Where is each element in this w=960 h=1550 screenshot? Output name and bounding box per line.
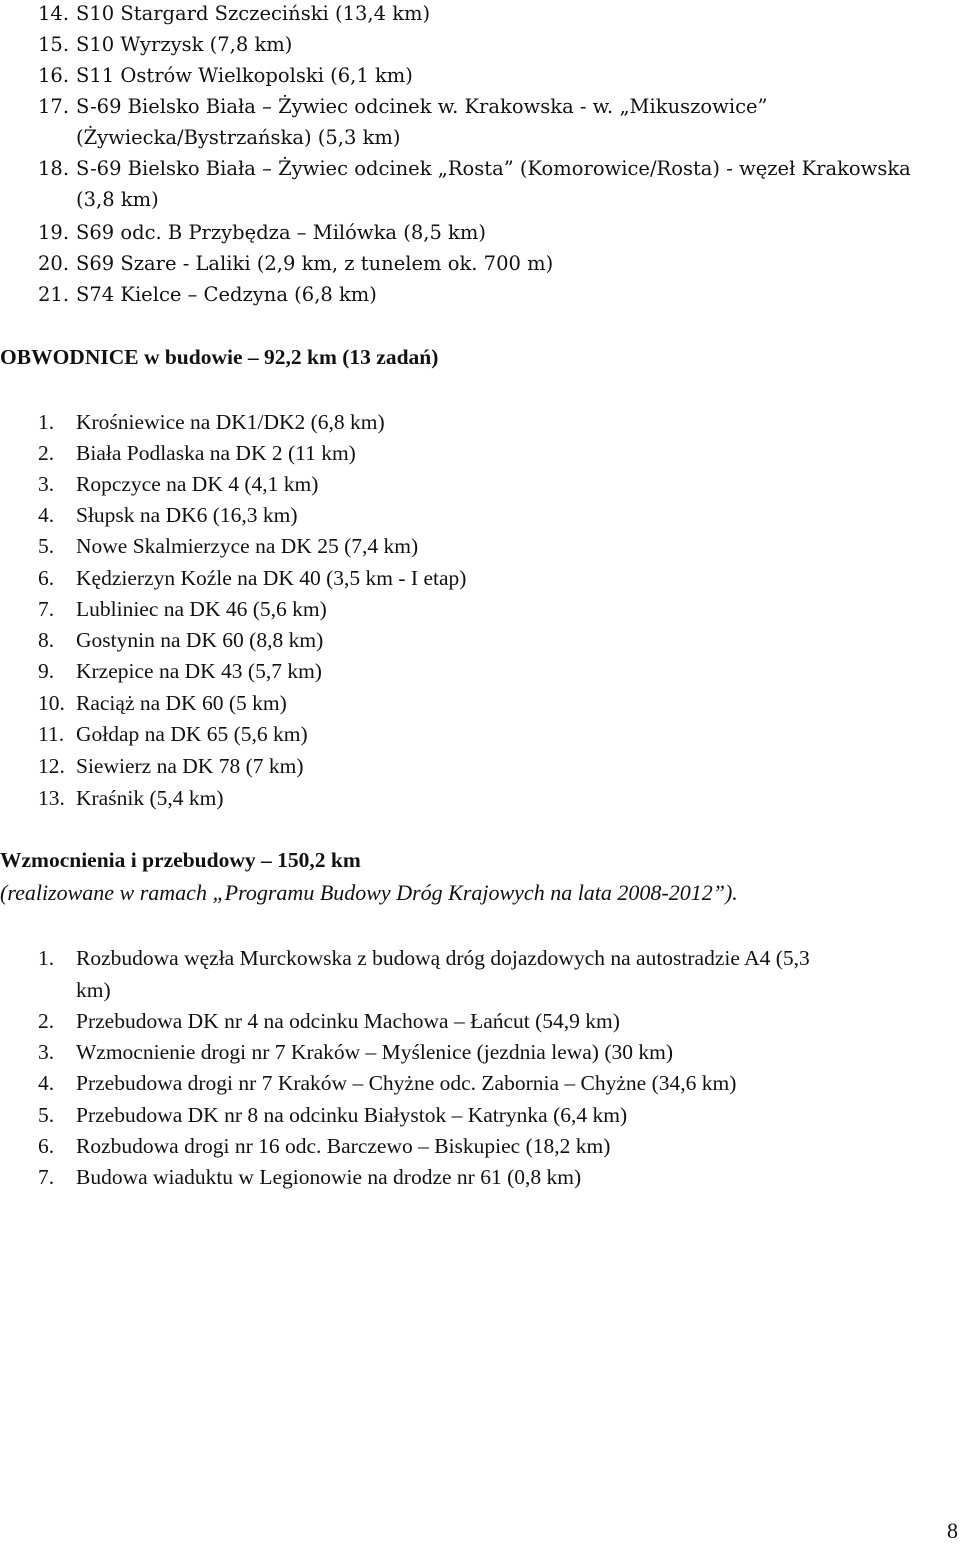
list-number: 9. [38, 659, 55, 683]
list-text: km) [76, 978, 111, 1002]
list-text: S69 Szare - Laliki (2,9 km, z tunelem ok. 700 m) [76, 252, 554, 275]
list-number: 7. [38, 1165, 55, 1189]
list-text: Raciąż na DK 60 (5 km) [76, 691, 287, 715]
list-number: 2. [38, 441, 55, 465]
list-number: 2. [38, 1009, 55, 1033]
list-number: 20. [38, 252, 70, 275]
section-heading-obwodnice: OBWODNICE w budowie – 92,2 km (13 zadań) [0, 345, 439, 369]
list-text: Rozbudowa węzła Murckowska z budową dróg dojazdowych na autostradzie A4 (5,3 [76, 946, 810, 970]
list-text: Siewierz na DK 78 (7 km) [76, 754, 304, 778]
list-text: Kędzierzyn Koźle na DK 40 (3,5 km - I etap) [76, 566, 467, 590]
list-text: S-69 Bielsko Biała – Żywiec odcinek „Rosta” (Komorowice/Rosta) - węzeł Krakowska [76, 157, 911, 180]
list-text: Krośniewice na DK1/DK2 (6,8 km) [76, 410, 385, 434]
list-text: Rozbudowa drogi nr 16 odc. Barczewo – Biskupiec (18,2 km) [76, 1134, 611, 1158]
list-text: S11 Ostrów Wielkopolski (6,1 km) [76, 64, 413, 87]
list-text: S74 Kielce – Cedzyna (6,8 km) [76, 283, 377, 306]
list-text: Przebudowa DK nr 8 na odcinku Białystok – Katrynka (6,4 km) [76, 1103, 628, 1127]
list-text: Biała Podlaska na DK 2 (11 km) [76, 441, 356, 465]
list-text: (3,8 km) [76, 188, 159, 211]
list-number: 4. [38, 503, 55, 527]
list-number: 1. [38, 410, 55, 434]
list-text: S69 odc. B Przybędza – Milówka (8,5 km) [76, 221, 486, 244]
list-number: 19. [38, 221, 70, 244]
list-text: Lubliniec na DK 46 (5,6 km) [76, 597, 327, 621]
list-text: Przebudowa drogi nr 7 Kraków – Chyżne odc. Zabornia – Chyżne (34,6 km) [76, 1071, 737, 1095]
section-heading-wzmocnienia: Wzmocnienia i przebudowy – 150,2 km [0, 848, 361, 872]
list-text: Kraśnik (5,4 km) [76, 786, 224, 810]
list-text: Nowe Skalmierzyce na DK 25 (7,4 km) [76, 534, 419, 558]
list-number: 12. [38, 754, 65, 778]
page-number: 8 [947, 1518, 958, 1543]
list-text: Ropczyce na DK 4 (4,1 km) [76, 472, 319, 496]
list-text: Krzepice na DK 43 (5,7 km) [76, 659, 322, 683]
list-text: Budowa wiaduktu w Legionowie na drodze nr 61 (0,8 km) [76, 1165, 582, 1189]
list-number: 1. [38, 946, 55, 970]
list-number: 16. [38, 64, 70, 87]
list-number: 14. [38, 2, 70, 25]
list-number: 11. [38, 722, 65, 746]
section-subheading: (realizowane w ramach „Programu Budowy Dróg Krajowych na lata 2008-2012”). [0, 880, 738, 905]
list-number: 21. [38, 283, 70, 306]
list-text: S10 Wyrzysk (7,8 km) [76, 33, 293, 56]
list-text: Przebudowa DK nr 4 na odcinku Machowa – Łańcut (54,9 km) [76, 1009, 620, 1033]
list-number: 7. [38, 597, 55, 621]
list-number: 5. [38, 534, 55, 558]
list-number: 4. [38, 1071, 55, 1095]
list-number: 6. [38, 566, 55, 590]
list-number: 3. [38, 1040, 55, 1064]
list-number: 13. [38, 786, 65, 810]
list-number: 18. [38, 157, 70, 180]
list-number: 17. [38, 95, 70, 118]
list-text: S-69 Bielsko Biała – Żywiec odcinek w. Krakowska - w. „Mikuszowice” [76, 95, 768, 118]
list-text: Gołdap na DK 65 (5,6 km) [76, 722, 308, 746]
list-number: 6. [38, 1134, 55, 1158]
list-number: 10. [38, 691, 65, 715]
list-number: 8. [38, 628, 55, 652]
list-number: 3. [38, 472, 55, 496]
list-text: Wzmocnienie drogi nr 7 Kraków – Myślenice (jezdnia lewa) (30 km) [76, 1040, 674, 1064]
list-text: S10 Stargard Szczeciński (13,4 km) [76, 2, 431, 25]
list-number: 5. [38, 1103, 55, 1127]
list-text: Słupsk na DK6 (16,3 km) [76, 503, 298, 527]
list-number: 15. [38, 33, 70, 56]
list-text: (Żywiecka/Bystrzańska) (5,3 km) [76, 126, 401, 149]
list-text: Gostynin na DK 60 (8,8 km) [76, 628, 324, 652]
